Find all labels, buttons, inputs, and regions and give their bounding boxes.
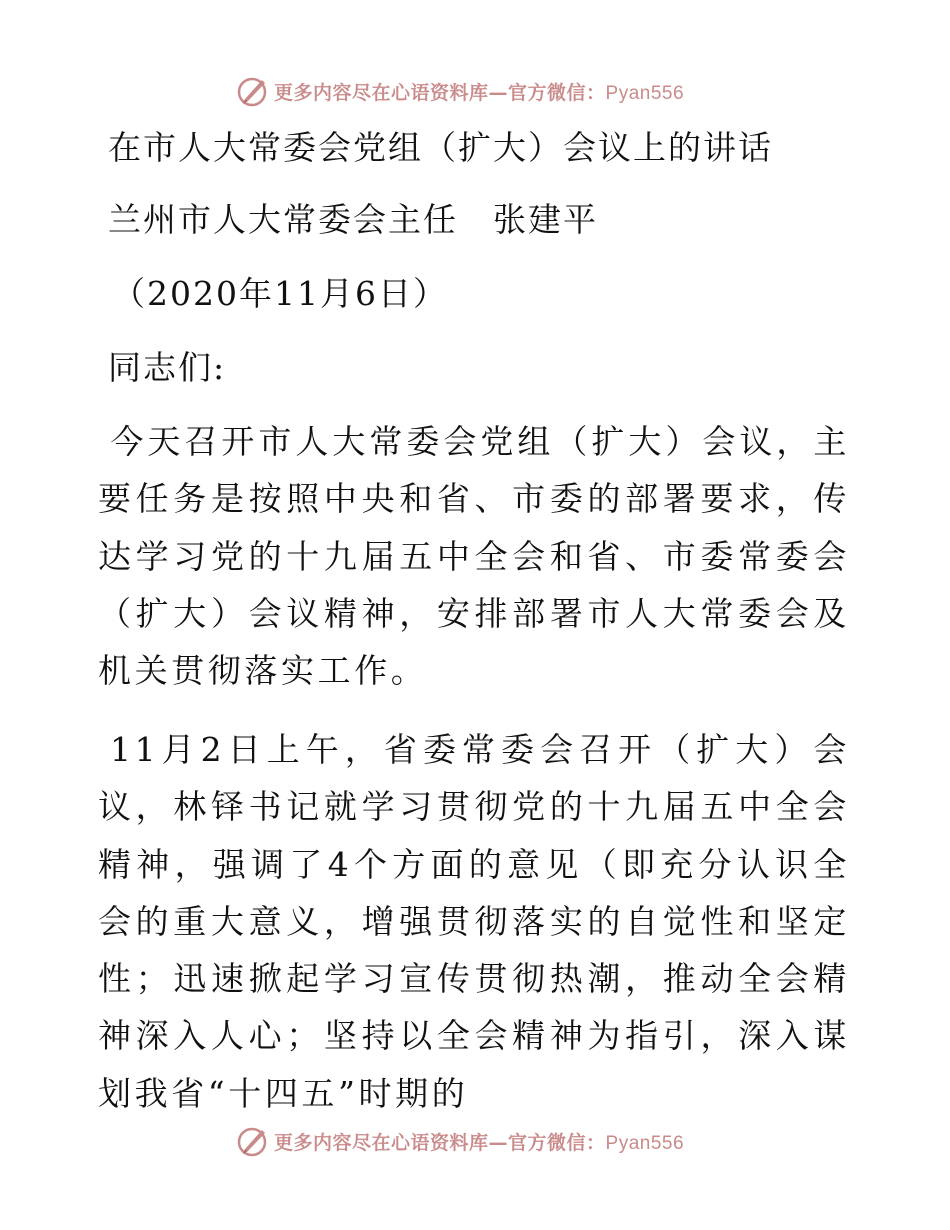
paragraph-text: 11月2日上午，省委常委会召开（扩大）会议，林铎书记就学习贯彻党的十九届五中全会精神，强调了4个方面的意见（即充分认识全会的重大意义，增强贯彻落实的自觉性和坚定性；迅速掀起学习宣传贯彻热潮，推动全会精神深入人心；坚持以全会精神为指引，深入谋划我省“十四五”时期的 <box>98 730 850 1113</box>
document-salutation: 同志们: <box>108 348 227 387</box>
watermark-text: 更多内容尽在心语资料库—官方微信：Pyan556 <box>274 81 685 104</box>
document-title: 在市人大常委会党组（扩大）会议上的讲话 <box>108 128 773 167</box>
paragraph-text: 今天召开市人大常委会党组（扩大）会议，主要任务是按照中央和省、市委的部署要求，传达学习党的十九届五中全会和省、市委常委会（扩大）会议精神，安排部署市人大常委会及机关贯彻落实工作。 <box>98 422 850 691</box>
document-date: （2020年11月6日） <box>112 274 448 313</box>
header-watermark <box>236 74 684 108</box>
watermark-wechat-id: Pyan556 <box>605 82 685 104</box>
body-paragraph-1 <box>98 413 850 699</box>
body-paragraph-2 <box>98 721 850 1122</box>
document-author: 兰州市人大常委会主任 张建平 <box>108 200 598 239</box>
quill-pen-logo-icon <box>236 1124 270 1158</box>
quill-pen-logo-icon <box>236 74 270 108</box>
watermark-text: 更多内容尽在心语资料库—官方微信：Pyan556 <box>274 1131 685 1154</box>
watermark-wechat-id: Pyan556 <box>605 1132 685 1154</box>
footer-watermark <box>236 1124 684 1158</box>
